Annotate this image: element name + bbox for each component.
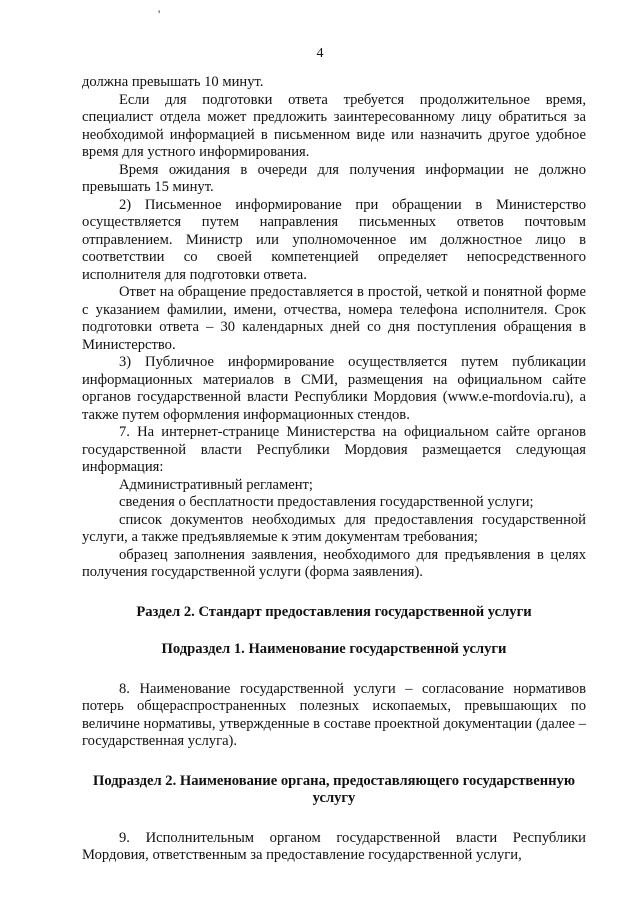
paragraph-9: 9. Исполнительным органом государственной власти Республики Мордовия, ответственным за предоставление государственной услуги, <box>82 829 586 863</box>
paragraph-queue-wait: Время ожидания в очереди для получения информации не должно превышать 15 минут. <box>82 161 586 195</box>
paragraph-8: 8. Наименование государственной услуги – согласование нормативов потерь общераспространенных полезных ископаемых, превышающих по величине нормативы, утвержденные в составе проектной документации (далее – государственная услуга). <box>82 680 586 749</box>
list-item-regulation: Административный регламент; <box>119 476 313 493</box>
document-body <box>82 74 586 865</box>
paragraph-response-form: Ответ на обращение предоставляется в простой, четкой и понятной форме с указанием фамилии, имени, отчества, номера телефона исполнителя. Срок подготовки ответа – 30 календарных дней со дня поступления обращения в Министерство. <box>82 284 586 353</box>
paragraph-public-informing: 3) Публичное информирование осуществляется путем публикации информационных материалов в СМИ, размещения на официальном сайте органов государственной власти Республики Мордовия (www.e-mordovia.ru), а также путем оформления информационных стендов. <box>82 354 586 423</box>
section-2-heading: Раздел 2. Стандарт предоставления государственной услуги <box>136 603 532 620</box>
paragraph-continuation: должна превышать 10 минут. <box>82 74 264 90</box>
paragraph-long-response: Если для подготовки ответа требуется продолжительное время, специалист отдела может предложить заинтересованному лицу обратиться за необходимой информацией в письменном виде или назначить другое удобное время для устного информирования. <box>82 91 586 160</box>
subsection-2-heading: Подраздел 2. Наименование органа, предоставляющего государственную услугу <box>92 772 576 806</box>
paragraph-7: 7. На интернет-странице Министерства на официальном сайте органов государственной власти Республики Мордовия размещается следующая информация: <box>82 424 586 475</box>
list-item-free-service: сведения о бесплатности предоставления государственной услуги; <box>119 494 534 510</box>
page-number: 4 <box>316 46 324 61</box>
scan-mark: ' <box>158 7 161 21</box>
paragraph-written-informing: 2) Письменное информирование при обращении в Министерство осуществляется путем направления письменных ответов почтовым отправлением. Министр или уполномоченное им должностное лицо в соответствии со своей компетенцией определяет непосредственного исполнителя для подготовки ответа. <box>82 196 586 283</box>
list-item-documents: список документов необходимых для предоставления государственной услуги, а также предъявляемые к этим документам требования; <box>82 511 586 545</box>
list-item-form-sample: образец заполнения заявления, необходимого для предъявления в целях получения государственной услуги (форма заявления). <box>82 546 586 580</box>
subsection-1-heading: Подраздел 1. Наименование государственной услуги <box>161 641 507 657</box>
